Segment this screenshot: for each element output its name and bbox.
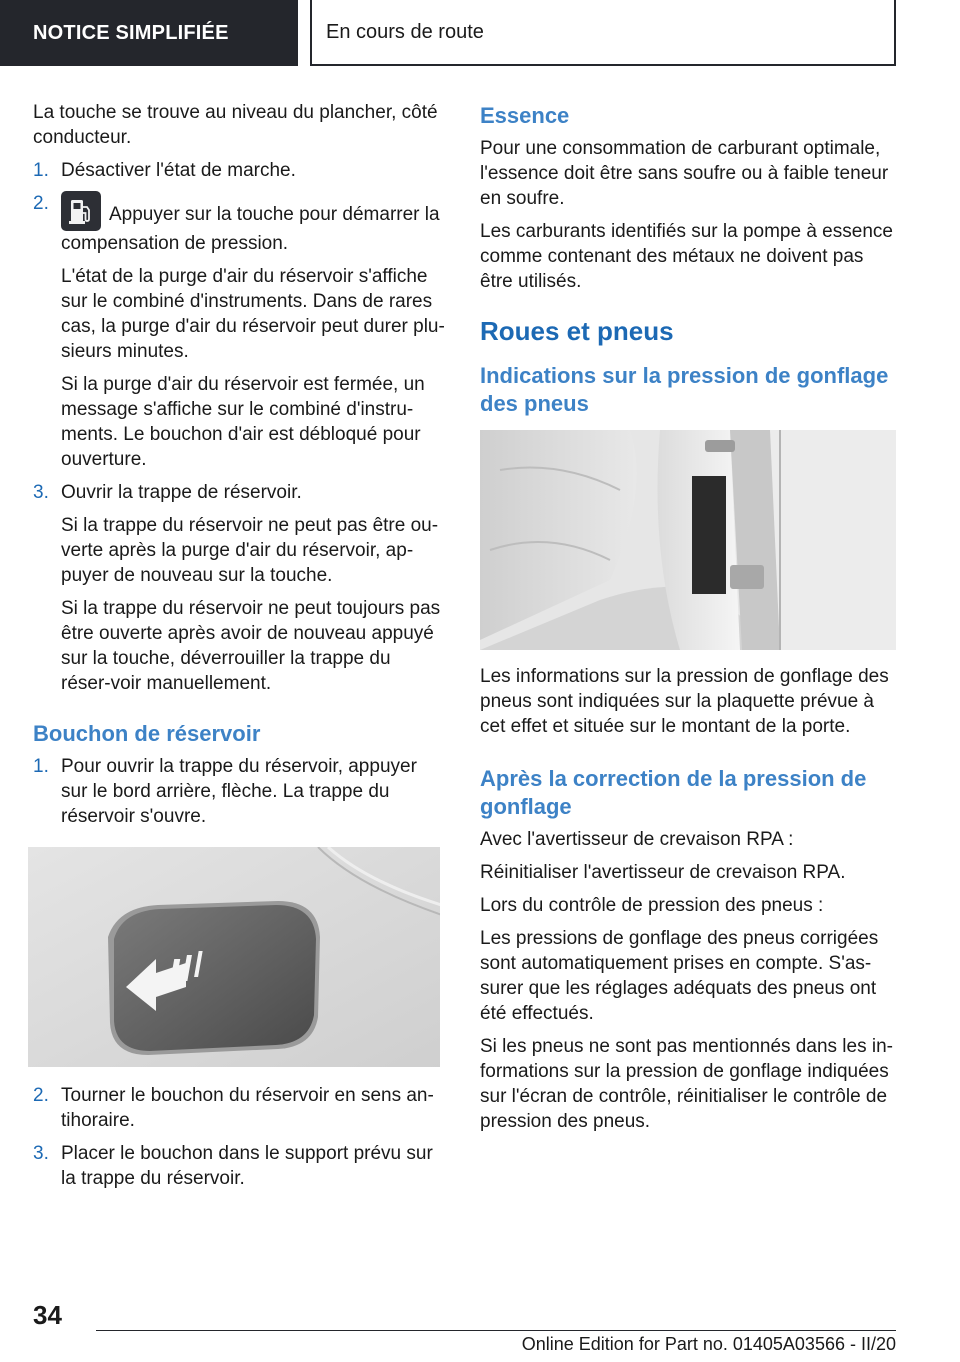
fuel-pump-icon xyxy=(61,191,101,231)
chapter-tab: En cours de route xyxy=(310,0,896,66)
fuel-flap-illustration xyxy=(28,847,440,1067)
step-number: 3. xyxy=(33,1143,49,1164)
page-header xyxy=(0,0,960,66)
roues-heading: Roues et pneus xyxy=(480,316,674,346)
door-pillar-illustration xyxy=(480,430,896,650)
fuel-flap-drawing xyxy=(28,847,440,1067)
list-item xyxy=(33,191,445,472)
step-detail: L'état de la purge d'air du réservoir s'affiche sur le combiné d'instruments. Dans de rares cas, la purge d'air du réservoir peut durer plu‐sieurs minutes. xyxy=(61,266,445,362)
step-text: Ouvrir la trappe de réservoir. xyxy=(61,482,302,503)
list-item xyxy=(33,754,445,829)
step-text-content: Appuyer sur la touche pour démarrer la compensation de pression. xyxy=(61,204,440,254)
step-text: Tourner le bouchon du réservoir en sens an‐tihoraire. xyxy=(61,1085,434,1131)
apres-text-2: Réinitialiser l'avertisseur de crevaison RPA. xyxy=(480,862,846,883)
list-item xyxy=(33,1141,445,1191)
step-text xyxy=(61,191,445,256)
apres-text-4: Les pressions de gonflage des pneus corrigées sont automatiquement prises en compte. S'as‐surer que les réglages adéquats des pneus ont été effectués. xyxy=(480,928,879,1024)
steps-list-2b xyxy=(33,1083,445,1191)
left-column xyxy=(33,100,445,1199)
list-item xyxy=(33,480,445,696)
indications-heading: Indications sur la pression de gonflage des pneus xyxy=(480,363,889,416)
apres-heading: Après la correction de la pression de gonflage xyxy=(480,766,867,819)
step-number: 2. xyxy=(33,193,49,214)
apres-text-5: Si les pneus ne sont pas mentionnés dans les in‐formations sur la pression de gonflage indiquées sur l'écran de contrôle, réinitialiser le contrôle de pression des pneus. xyxy=(480,1036,893,1132)
door-pillar-drawing xyxy=(480,430,896,650)
apres-text-1: Avec l'avertisseur de crevaison RPA : xyxy=(480,829,794,850)
step-number: 2. xyxy=(33,1085,49,1106)
apres-text-3: Lors du contrôle de pression des pneus : xyxy=(480,895,824,916)
steps-list-1 xyxy=(33,158,445,696)
step-text: Désactiver l'état de marche. xyxy=(61,160,296,181)
essence-heading: Essence xyxy=(480,103,570,128)
list-item xyxy=(33,1083,445,1133)
right-column xyxy=(480,102,896,1142)
step-text: Pour ouvrir la trappe du réservoir, appuyer sur le bord arrière, flèche. La trappe du réservoir s'ouvre. xyxy=(61,756,417,827)
step-number: 1. xyxy=(33,756,49,777)
edition-text: Online Edition for Part no. 01405A03566 - II/20 xyxy=(521,1334,896,1354)
step-text: Placer le bouchon dans le support prévu sur la trappe du réservoir. xyxy=(61,1143,433,1189)
list-item xyxy=(33,158,445,183)
page-number: 34 xyxy=(33,1300,62,1330)
essence-text-1: Pour une consommation de carburant optimale, l'essence doit être sans soufre ou à faible teneur en soufre. xyxy=(480,138,889,209)
essence-text-2: Les carburants identifiés sur la pompe à essence comme contenant des métaux ne doivent pas être utilisés. xyxy=(480,221,893,292)
step-detail: Si la trappe du réservoir ne peut toujours pas être ouverte après avoir de nouveau appuyé sur la touche, déverrouiller la trappe du réser‐voir manuellement. xyxy=(61,598,441,694)
step-number: 1. xyxy=(33,160,49,181)
step-detail: Si la purge d'air du réservoir est fermée, un message s'affiche sur le combiné d'instru‐ments. Le bouchon d'air est débloqué pour ouverture. xyxy=(61,374,425,470)
step-detail: Si la trappe du réservoir ne peut pas être ou‐verte après la purge d'air du réservoir, ap‐puyer de nouveau sur la touche. xyxy=(61,515,439,586)
step-number: 3. xyxy=(33,482,49,503)
section-tab: NOTICE SIMPLIFIÉE xyxy=(0,0,298,66)
intro-text: La touche se trouve au niveau du plancher, côté conducteur. xyxy=(33,102,438,148)
steps-list-2a xyxy=(33,754,445,829)
bouchon-heading: Bouchon de réservoir xyxy=(33,721,261,746)
indications-text: Les informations sur la pression de gonflage des pneus sont indiquées sur la plaquette prévue à cet effet et située sur le montant de la porte. xyxy=(480,666,889,737)
footer-divider xyxy=(96,1330,896,1331)
